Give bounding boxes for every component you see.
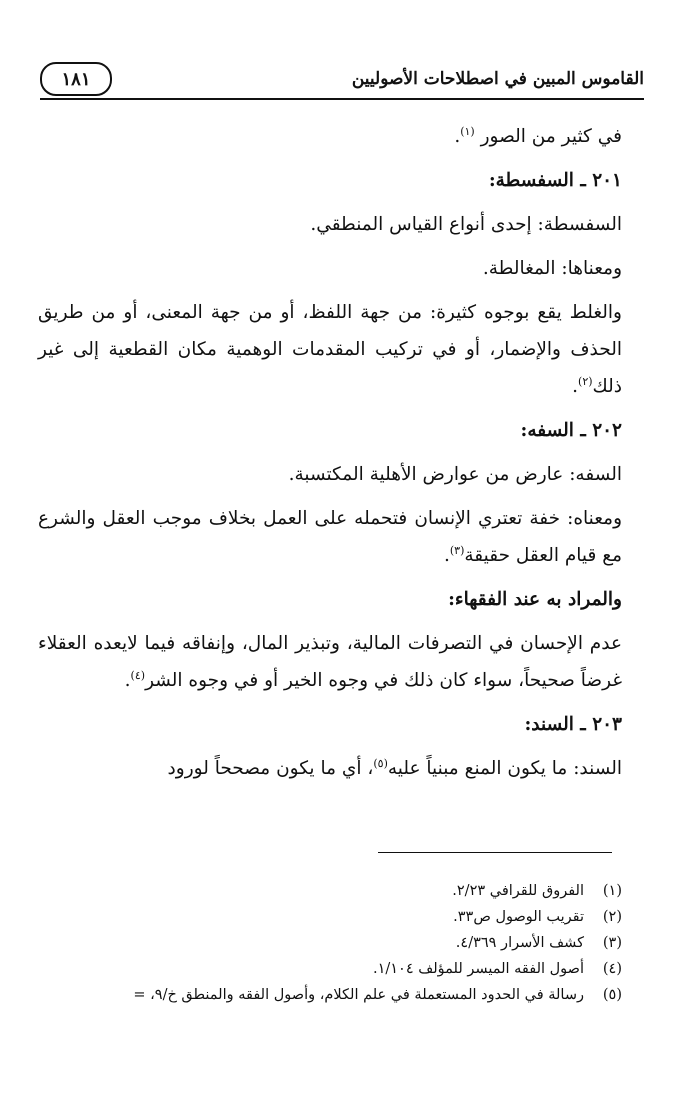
running-header (40, 60, 644, 98)
entry-202-meaning: ومعناه: خفة تعتري الإنسان فتحمله على العمل بخلاف موجب العقل والشرع مع قيام العقل حقيقة$^{(٣)}$. (38, 508, 622, 566)
footnote-text: أصول الفقه الميسر للمؤلف ١/١٠٤. (372, 961, 584, 977)
entry-201-meaning: ومعناها: المغالطة. (482, 258, 622, 279)
entry-203-definition (38, 750, 622, 787)
entry-201-explanation: والغلط يقع بوجوه كثيرة: من جهة اللفظ، أو من جهة المعنى، أو من طريق الحذف والإضمار، أو في تركيب المقدمات الوهمية مكان القطعية إلى غير ذلك$^{(٢)}$. (38, 302, 622, 397)
entry-203-definition-b: ، أي ما يكون مصححاً لورود (167, 758, 374, 779)
footnote-number: (١) (602, 883, 622, 899)
footnote (38, 904, 622, 930)
footnote-number: (٢) (602, 909, 622, 925)
footnote-ref-2: (٢) (578, 374, 593, 388)
entry-heading-201: ٢٠١ ـ السفسطة: (488, 170, 622, 191)
footnote-rule (378, 852, 612, 853)
footnote-ref-4: (٤) (130, 668, 146, 682)
footnote (38, 956, 622, 982)
footnote-number: (٤) (602, 961, 622, 977)
entry-202-definition: السفه: عارض من عوارض الأهلية المكتسبة. (288, 464, 622, 485)
entry-201-definition: السفسطة: إحدى أنواع القياس المنطقي. (310, 214, 622, 235)
footnote-text: رسالة في الحدود المستعملة في علم الكلام، وأصول الفقه والمنطق خ/٩، = (133, 987, 584, 1003)
footnote-text: كشف الأسرار ٤/٣٦٩. (455, 935, 584, 951)
entry-201-explanation-text: والغلط يقع بوجوه كثيرة: من جهة اللفظ، أو من جهة المعنى، أو من طريق الحذف والإضمار، أو في تركيب المقدمات الوهمية مكان القطعية إلى غير ذلك (38, 302, 622, 397)
body-text (38, 118, 622, 787)
entry-202-meaning-text: ومعناه: خفة تعتري الإنسان فتحمله على العمل بخلاف موجب العقل والشرع مع قيام العقل حقيقة (38, 508, 622, 566)
header-title: القاموس المبين في اصطلاحات الأصوليين (351, 69, 644, 89)
footnote (38, 930, 622, 956)
header-rule (40, 98, 644, 100)
continuation-line: في كثير من الصور $^{(١)}$. (454, 124, 622, 147)
footnote-number: (٥) (602, 987, 622, 1003)
footnote-ref-1: (١) (460, 124, 475, 138)
footnote (38, 878, 622, 904)
footnote-text: الفروق للقرافي ٢/٢٣. (452, 883, 584, 899)
entry-202-jurists: عدم الإحسان في التصرفات المالية، وتبذير المال، وإنفاقه فيما لايعده العقلاء غرضاً صحيحاً، سواء كان ذلك في وجوه الخير أو في وجوه الشر$^{(٤)}$. (38, 633, 622, 691)
footnotes (38, 878, 622, 1008)
page-number: ١٨١ (40, 62, 112, 96)
entry-203-definition-a: السند: ما يكون المنع مبنياً عليه (387, 758, 622, 779)
entry-heading-202: ٢٠٢ ـ السفه: (520, 420, 622, 441)
entry-heading-203: ٢٠٣ ـ السند: (524, 714, 622, 735)
entry-202-jurists-text: عدم الإحسان في التصرفات المالية، وتبذير المال، وإنفاقه فيما لايعده العقلاء غرضاً صحيحاً، سواء كان ذلك في وجوه الخير أو في وجوه الشر (38, 633, 622, 691)
footnote-ref-5: (٥) (373, 756, 388, 770)
footnote-number: (٣) (602, 935, 622, 951)
footnote (38, 982, 622, 1008)
entry-202-subheading: والمراد به عند الفقهاء: (448, 589, 622, 610)
continuation-text: في كثير من الصور (480, 126, 622, 147)
footnote-text: تقريب الوصول ص٣٣. (453, 909, 584, 925)
footnote-ref-3: (٣) (449, 543, 465, 557)
